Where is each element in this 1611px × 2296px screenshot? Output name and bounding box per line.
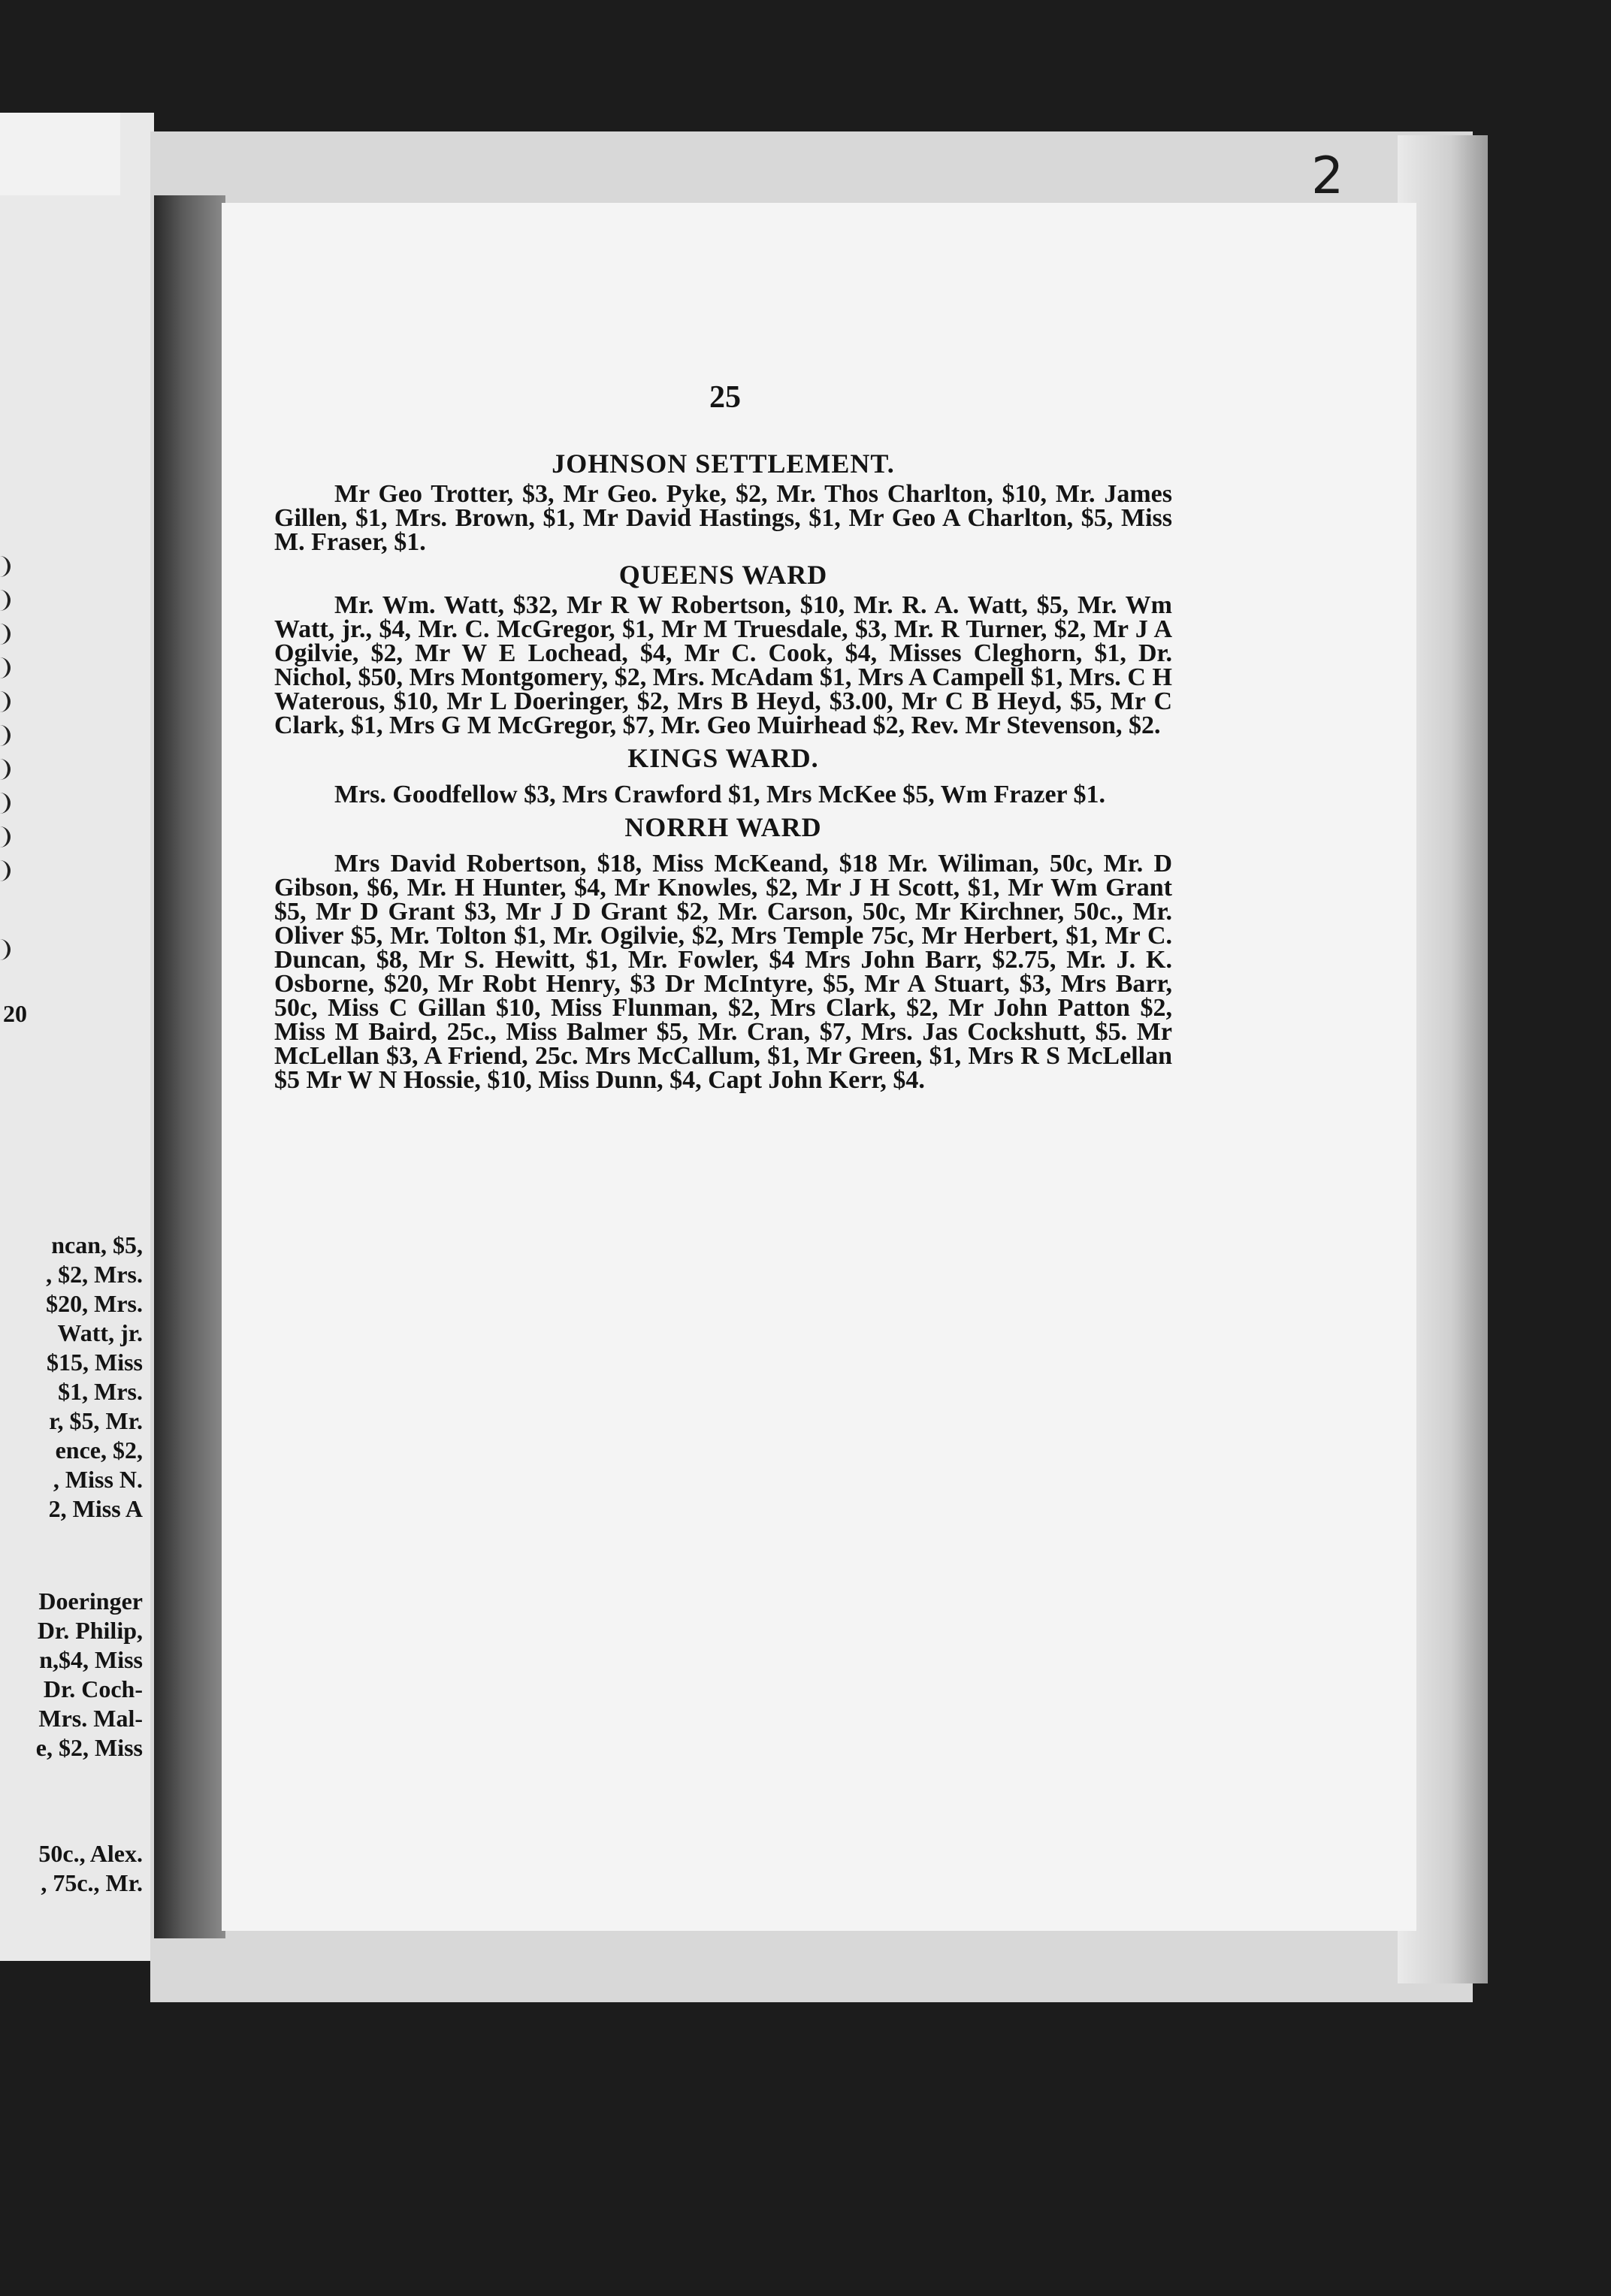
section-text-kings-ward: Mrs. Goodfellow $3, Mrs Crawford $1, Mrs McKee $5, Wm Frazer $1.: [334, 781, 1106, 808]
left-line: 2, Miss A: [48, 1495, 143, 1522]
left-line: Dr. Coch-: [43, 1675, 143, 1702]
section-text-johnson-settlement: Mr Geo Trotter, $3, Mr Geo. Pyke, $2, Mr. Thos Charlton, $10, Mr. James Gillen, $1, Mrs. Brown, $1, Mr David Hastings, $1, Mr Geo A Charlton, $5, Miss M. Fraser, $1.: [274, 480, 1172, 556]
left-line: Doeringer: [38, 1588, 143, 1615]
left-line: Mrs. Mal-: [38, 1705, 143, 1732]
left-line: e, $2, Miss: [35, 1734, 143, 1761]
left-line: 50c., Alex.: [38, 1840, 143, 1867]
left-line: ncan, $5,: [51, 1231, 143, 1258]
left-line: Dr. Philip,: [37, 1617, 143, 1644]
left-line: , 75c., Mr.: [41, 1869, 143, 1896]
section-heading-johnson-settlement: JOHNSON SETTLEMENT.: [552, 449, 895, 479]
left-page-amount: 20: [3, 1000, 27, 1027]
left-line: n,$4, Miss: [39, 1646, 143, 1673]
left-line: $1, Mrs.: [58, 1378, 143, 1405]
left-line: r, $5, Mr.: [49, 1407, 143, 1434]
corner-page-mark: 2: [1311, 147, 1344, 206]
left-line: ence, $2,: [55, 1437, 143, 1464]
left-page-column-block-3: [0, 1839, 143, 1898]
left-line: , Miss N.: [53, 1466, 143, 1493]
section-heading-queens-ward: QUEENS WARD: [618, 560, 828, 590]
left-page-column-block-1: [0, 1231, 143, 1524]
left-page-top-tab: [0, 113, 120, 195]
left-page-column-block-2: [0, 1587, 143, 1763]
page-number: 25: [709, 380, 741, 415]
left-line: $20, Mrs.: [46, 1290, 143, 1317]
section-text-north-ward: Mrs David Robertson, $18, Miss McKeand, $18 Mr. Wiliman, 50c, Mr. D Gibson, $6, Mr. H Hunter, $4, Mr Knowles, $2, Mr J H Scott, $1, Mr Wm Grant $5, Mr D Grant $3, Mr J D Grant $2, Mr. Carson, 50c, Mr Kirchner, 50c., Mr. Oliver $5, Mr. Tolton $1, Mr. Ogilvie, $2, Mrs Temple 75c, Mr Herbert, $1, Mr C. Duncan, $8, Mr S. Hewitt, $1, Mr. Fowler, $4 Mrs John Barr, $2.75, Mr. J. K. Osborne, $20, Mr Robt Henry, $3 Dr McIntyre, $5, Mr A Stuart, $3, Mrs Barr, 50c, Miss C Gillan $10, Miss Flunman, $2, Mrs Clark, $2, Mr John Patton $2, Miss M Baird, 25c., Miss Balmer $5, Mr. Cran, $7, Mrs. Jas Cockshutt, $5. Mr McLellan $3, A Friend, 25c. Mrs McCallum, $1, Mr Green, $1, Mrs R S McLellan $5 Mr W N Hossie, $10, Miss Dunn, $4, Capt John Kerr, $4.: [274, 850, 1172, 1094]
section-heading-north-ward: NORRH WARD: [624, 812, 822, 842]
gutter-shadow: [154, 195, 225, 1938]
section-text-queens-ward: Mr. Wm. Watt, $32, Mr R W Robertson, $10, Mr. R. A. Watt, $5, Mr. Wm Watt, jr., $4, Mr. C. McGregor, $1, Mr M Truesdale, $3, Mr. R Turner, $2, Mr J A Ogilvie, $2, Mr W E Lochead, $4, Mr C. Cook, $4, Misses Cleghorn, $1, Dr. Nichol, $50, Mrs Montgomery, $2, Mrs. McAdam $1, Mrs A Campell $1, Mrs. C H Waterous, $10, Mr L Doeringer, $2, Mrs B Heyd, $3.00, Mr C B Heyd, $5, Mr C Clark, $1, Mrs G M McGregor, $7, Mr. Geo Muirhead $2, Rev. Mr Stevenson, $2.: [274, 591, 1172, 739]
left-line: $15, Miss: [47, 1349, 143, 1376]
left-line: , $2, Mrs.: [46, 1261, 143, 1288]
left-line: Watt, jr.: [57, 1319, 143, 1346]
section-heading-kings-ward: KINGS WARD.: [627, 743, 819, 773]
page-content: [274, 443, 1172, 1092]
